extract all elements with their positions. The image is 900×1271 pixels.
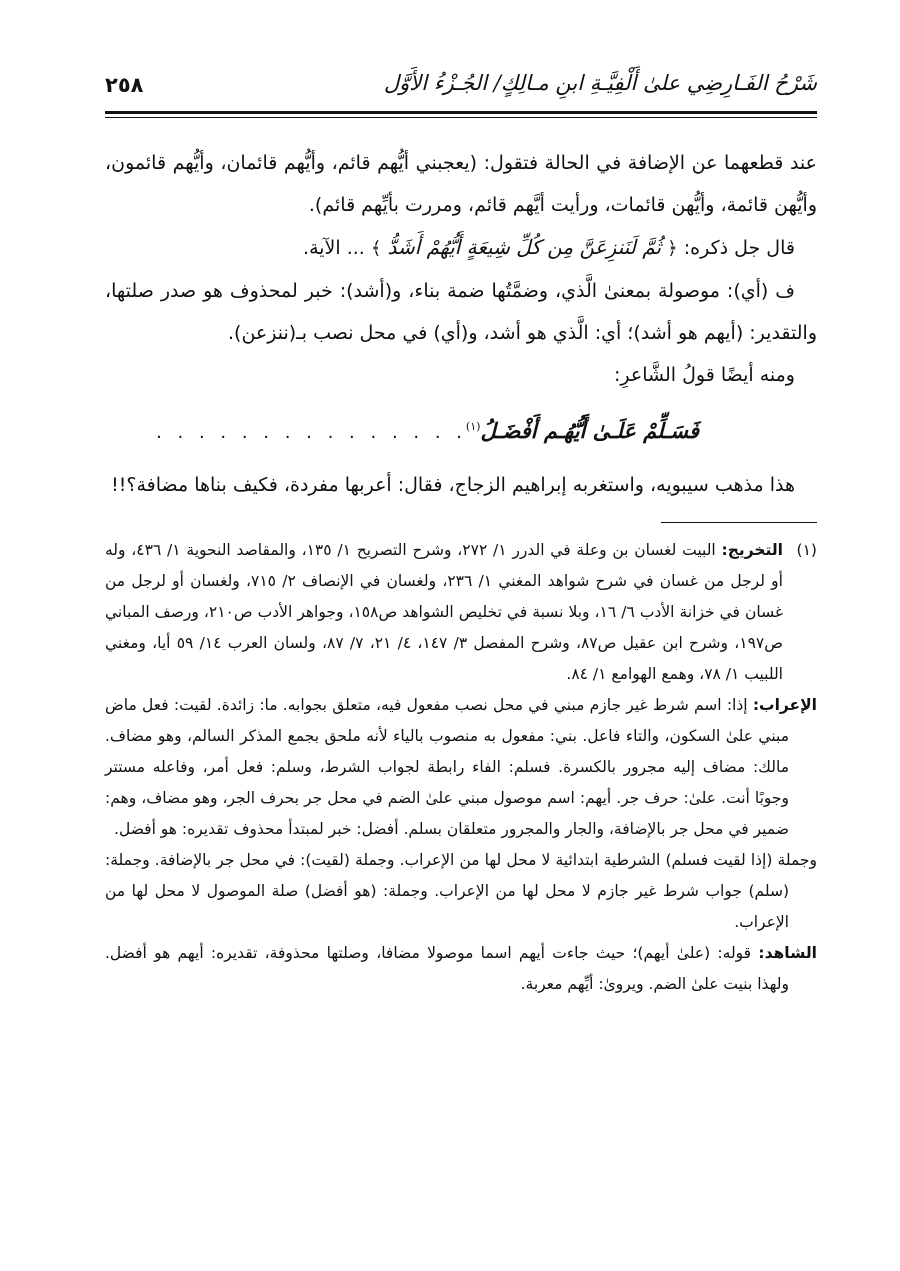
verse-text: فَسَـلِّمْ عَلَـىٰ أَيُّهُـم أَفْضَـلُ xyxy=(480,418,699,443)
shahid-text: قوله: (علىٰ أيهم)؛ حيث جاءت أيهم اسما موصولا مضافا، وصلتها محذوفة، تقديره: أيهم هو أفضل. ولهذا بنيت علىٰ الضم. ويروىٰ: أيِّهم معربة. xyxy=(105,944,789,993)
header-rule-thick xyxy=(105,111,817,114)
paragraph-4: هذا مذهب سيبويه، واستغربه إبراهيم الزجاج، فقال: أعربها مفردة، فكيف بناها مضافة؟!! xyxy=(111,474,795,496)
irab-text: إذا: اسم شرط غير جازم مبني في محل نصب مفعول فيه، متعلق بجوابه. ما: زائدة. لقيت: فعل ماض مبني علىٰ السكون، والتاء فاعل. بني: مفعول به منصوب بالياء لأنه ملحق بجمع المذكر السالم، وهو مضاف. مالك: مضاف إليه مجرور بالكسرة. فسلم: الفاء رابطة لجواب الشرط، وسلم: فعل أمر، وفاعله مستتر وجوبًا أنت. علىٰ: حرف جر. أيهم: اسم موصول مبني علىٰ الضم في محل جر بحرف الجر، وهو مضاف، وهم: ضمير في محل جر بالإضافة، والجار والمجرور متعلقان بسلم. أفضل: خبر لمبتدأ محذوف تقديره: هو أفضل. xyxy=(105,696,789,838)
footnote-sentences: وجملة (إذا لقيت فسلم) الشرطية ابتدائية لا محل لها من الإعراب. وجملة (لقيت): في محل جر بالإضافة. وجملة: (سلم) جواب شرط غير جازم لا محل لها من الإعراب. وجملة: (هو أفضل) صلة الموصول لا محل لها من الإعراب. xyxy=(105,851,817,931)
running-header xyxy=(105,55,817,107)
verse-hemistich xyxy=(466,406,699,452)
main-text xyxy=(105,142,817,506)
quran-verse: ثُمَّ لَنَنزِعَنَّ مِن كُلِّ شِيعَةٍ أَيُّهُمْ أَشَدُّ xyxy=(387,235,662,259)
quran-open-bracket: ﴿ xyxy=(667,238,678,259)
running-title: شَرْحُ الفَـارِضِي علىٰ أَلْفِيَّـةِ ابنِ مـالِكٍ/ الجُـزْءُ الأَوَّل xyxy=(383,71,817,95)
quran-citation xyxy=(105,226,817,270)
irab-label: الإعراب: xyxy=(752,696,817,714)
footnote-irab xyxy=(105,690,817,845)
header-rule-thin xyxy=(105,117,817,118)
book-page xyxy=(105,55,817,1235)
quran-close-bracket: ﴾ xyxy=(370,238,382,259)
takhrij-label: التخريج: xyxy=(721,541,783,559)
footnote-number: (١) xyxy=(796,541,817,559)
quran-intro: قال جل ذكره: xyxy=(683,237,795,259)
footnote-takhrij xyxy=(105,535,817,690)
takhrij-text: البيت لغسان بن وعلة في الدرر ١/ ٢٧٢، وشرح التصريح ١/ ١٣٥، والمقاصد النحوية ١/ ٤٣٦، وله أو لرجل من غسان في شرح شواهد المغني ١/ ٢٣٦، ولغسان في الإنصاف ٢/ ٧١٥، ولغسان أو لرجل من غسان في خزانة الأدب ٦/ ١٦، وبلا نسبة في تخليص الشواهد ص١٥٨، وجواهر الأدب ص٢١٠، ورصف المباني ص١٩٧، وشرح ابن عقيل ص٨٧، وشرح المفصل ٣/ ١٤٧، ٤/ ٢١، ٧/ ٨٧، ولسان العرب ١٤/ ٥٩ أيا، ومغني اللبيب ١/ ٧٨، وهمع الهوامع ١/ ٨٤. xyxy=(105,541,784,683)
footnote-shahid xyxy=(105,938,817,1000)
quran-after: ... الآية. xyxy=(303,237,365,259)
verse-footnote-ref: (١) xyxy=(465,420,481,433)
paragraph-2: ف (أي): موصولة بمعنىٰ الَّذي، وضمَّتُها ضمة بناء، و(أشد): خبر لمحذوف هو صدر صلتها، والتقدير: (أيهم هو أشد)؛ أي: الَّذي هو أشد، و(أي) في محل نصب بـ(ننزعن). xyxy=(105,280,817,344)
shahid-label: الشاهد: xyxy=(758,944,817,962)
footnote-separator xyxy=(661,522,817,523)
footnotes xyxy=(105,535,817,1000)
paragraph-1: عند قطعهما عن الإضافة في الحالة فتقول: (يعجبني أيُّهم قائم، وأيُّهم قائمان، وأيُّهم قائمون، وأيُّهن قائمة، وأيُّهن قائمات، ورأيت أيَّهم قائم، ومررت بأيِّهم قائم). xyxy=(105,152,817,216)
poetry-verse xyxy=(105,406,817,450)
page-number: ٢٥٨ xyxy=(105,73,144,97)
paragraph-3: ومنه أيضًا قولُ الشَّاعرِ: xyxy=(614,364,795,386)
verse-omission-dots: . . . . . . . . . . . . . . . xyxy=(156,422,467,443)
